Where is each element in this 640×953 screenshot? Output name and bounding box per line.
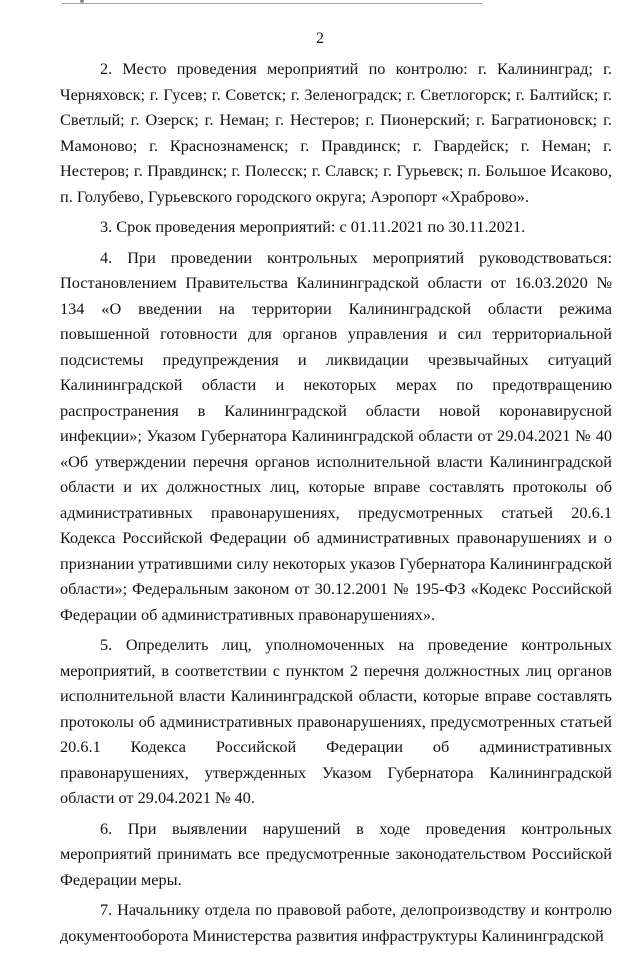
paragraph-place: 2. Место проведения мероприятий по контролю: г. Калининград; г. Черняховск; г. Гусев; г. Советск; г. Зеленоградск; г. Светлогорск; г. Балтийск; г. Светлый; г. Озерск; г. Неман; г. Нестеров; г. Пионерский; г. Багратионовск; г. Мамоново; г. Краснознаменск; г. Правдинск; г. Гвардейск; г. Неман; г. Нестеров; г. Правдинск; г. Полесск; г. Славск; г. Гурьевск; п. Большое Исаково, п. Голубево, Гурьевского городского округа; Аэропорт «Храброво».: [60, 59, 612, 206]
paragraph-authorized-persons: 5. Определить лиц, уполномоченных на проведение контрольных мероприятий, в соответствии с пунктом 2 перечня должностных лиц органов исполнительной власти Калининградской области, которые вправе составлять протоколы об административных правонарушениях, предусмотренных статьей 20.6.1 Кодекса Российской Федерации об административных правонарушениях, утвержденных Указом Губернатора Калининградской области от 29.04.2021 № 40.: [60, 635, 612, 807]
paragraph-legal-basis: 4. При проведении контрольных мероприятий руководствоваться: Постановлением Правительства Калининградской области от 16.03.2020 № 134 «О введении на территории Калининградской области режима повышенной готовности для органов управления и сил территориальной подсистемы предупреждения и ликвидации чрезвычайных ситуаций Калининградской области и некоторых мерах по предотвращению распространения в Калининградской области новой коронавирусной инфекции»; Указом Губернатора Калининградской области от 29.04.2021 № 40 «Об утверждении перечня органов исполнительной власти Калининградской области и их должностных лиц, которые вправе составлять протоколы об административных правонарушениях, предусмотренных статьей 20.6.1 Кодекса Российской Федерации об административных правонарушениях и о признании утратившими силу некоторых указов Губернатора Калининградской области»; Федеральным законом от 30.12.2001 № 195-ФЗ «Кодекс Российской Федерации об административных правонарушениях».: [60, 247, 612, 624]
scan-dot: [80, 0, 84, 3]
paragraph-department-head: 7. Начальнику отдела по правовой работе, делопроизводству и контролю документооборота Министерства развития инфраструктуры Калининградской: [60, 900, 612, 945]
page-number: 2: [316, 30, 324, 47]
document-body: [60, 56, 612, 953]
paragraph-term: 3. Срок проведения мероприятий: с 01.11.2021 по 30.11.2021.: [100, 217, 526, 236]
scan-edge-line: [62, 0, 482, 4]
paragraph-violations: 6. При выявлении нарушений в ходе проведения контрольных мероприятий принимать все предусмотренные законодательством Российской Федерации меры.: [60, 818, 612, 889]
